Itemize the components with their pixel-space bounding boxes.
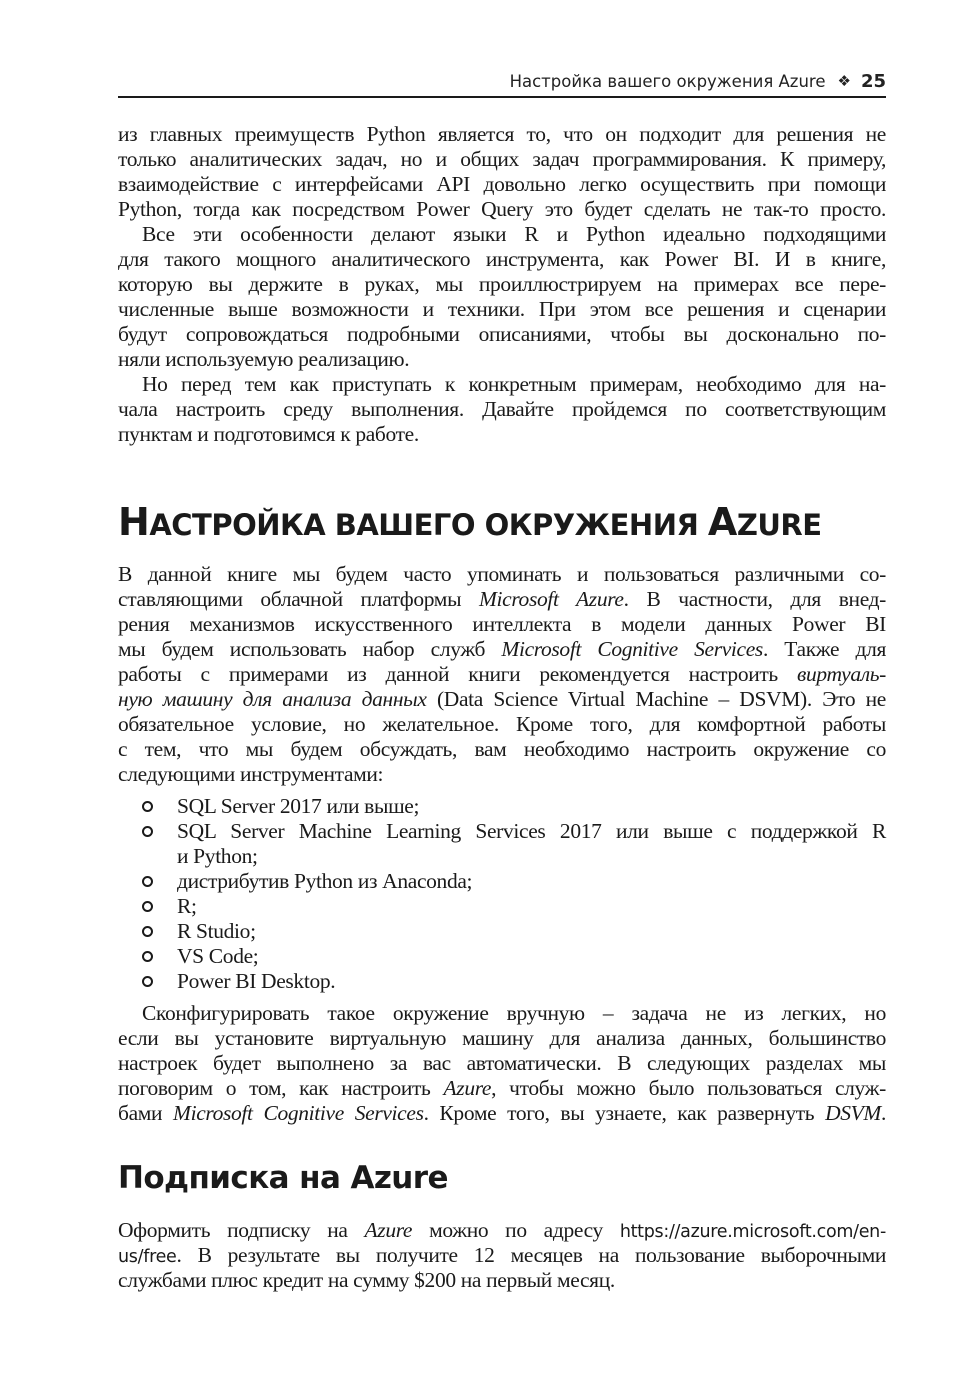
list-item: R Studio; (118, 919, 886, 944)
section-heading-azure-subscription: Подписка на Azure (118, 1160, 448, 1196)
text-line: работы с примерами из данной книги рекомендуется настроить виртуаль- (118, 662, 886, 686)
text-line: us/free. В результате вы получите 12 месяцев на пользование выборочными (118, 1243, 886, 1267)
text-line: няли используемую реализацию. (118, 347, 410, 371)
text-line: с тем, что мы будем обсуждать, вам необходимо настроить окружение со (118, 737, 886, 761)
circle-bullet-icon (142, 926, 153, 937)
text-line: из главных преимуществ Python является то, что он подходит для решения не (118, 122, 886, 146)
section-heading-azure-setup: НАСТРОЙКА ВАШЕГО ОКРУЖЕНИЯ AZURE (118, 500, 822, 544)
circle-bullet-icon (142, 901, 153, 912)
text-line: обязательное условие, но желательное. Кроме того, для комфортной работы (118, 712, 886, 736)
text-line: для такого мощного аналитического инструмента, как Power BI. И в книге, (118, 247, 886, 271)
list-item: дистрибутив Python из Anaconda; (118, 869, 886, 894)
circle-bullet-icon (142, 801, 153, 812)
text-line: бами Microsoft Cognitive Services. Кроме того, вы узнаете, как развернуть DSVM. (118, 1101, 887, 1125)
list-item: R; (118, 894, 886, 919)
page-number: 25 (860, 70, 886, 92)
text-line: настроек будет выполнено за вас автоматически. В следующих разделах мы (118, 1051, 886, 1075)
running-header-title: Настройка вашего окружения Azure (509, 71, 826, 91)
text-line: только аналитических задач, но и общих задач программирования. К примеру, (118, 147, 886, 171)
text-line: чала настроить среду выполнения. Давайте пройдемся по соответствующим (118, 397, 886, 421)
circle-bullet-icon (142, 976, 153, 987)
circle-bullet-icon (142, 876, 153, 887)
text-line: Но перед тем как приступать к конкретным примерам, необходимо для на- (142, 372, 886, 396)
running-header (118, 70, 886, 98)
text-line: численные выше возможности и техники. При этом все решения и сценарии (118, 297, 886, 321)
text-line: мы будем использовать набор служб Microsoft Cognitive Services. Также для (118, 637, 886, 661)
text-line: следующими инструментами: (118, 762, 384, 786)
list-item: VS Code; (118, 944, 886, 969)
list-item: Power BI Desktop. (118, 969, 886, 994)
circle-bullet-icon (142, 826, 153, 837)
text-line: ную машину для анализа данных (Data Science Virtual Machine – DSVM). Это не (118, 687, 886, 711)
list-item-continuation: и Python; (177, 844, 258, 868)
text-line: если вы установите виртуальную машину для анализа данных, большинство (118, 1026, 886, 1050)
text-line: ставляющими облачной платформы Microsoft Azure. В частности, для внед- (118, 587, 886, 611)
text-line: пунктам и подготовимся к работе. (118, 422, 419, 446)
azure-free-url-link[interactable]: https://azure.microsoft.com/en- (619, 1222, 886, 1242)
text-line: рения механизмов искусственного интеллекта в модели данных Power BI (118, 612, 886, 636)
text-line: Оформить подписку на Azure можно по адресу https://azure.microsoft.com/en- (118, 1218, 886, 1242)
text-line: которую вы держите в руках, мы проиллюстрируем на примерах все пере- (118, 272, 886, 296)
text-line: взаимодействие с интерфейсами API довольно легко осуществить при помощи (118, 172, 886, 196)
circle-bullet-icon (142, 951, 153, 962)
list-item: SQL Server 2017 или выше; (118, 794, 886, 819)
list-item: SQL Server Machine Learning Services 2017 или выше с поддержкой R (118, 819, 886, 844)
text-line: поговорим о том, как настроить Azure, чтобы можно было пользоваться служ- (118, 1076, 886, 1100)
text-line: В данной книге мы будем часто упоминать и пользоваться различными со- (118, 562, 886, 586)
diamond-ornament-icon: ❖ (837, 72, 851, 90)
text-line: Все эти особенности делают языки R и Python идеально подходящими (142, 222, 886, 246)
text-line: Сконфигурировать такое окружение вручную – задача не из легких, но (142, 1001, 886, 1025)
text-line: Python, тогда как посредством Power Query это будет сделать не так-то просто. (118, 197, 886, 221)
azure-free-url-link-continued[interactable]: us/free (118, 1247, 177, 1267)
text-line: будут сопровождаться подробными описаниями, чтобы вы досконально по- (118, 322, 886, 346)
text-line: службами плюс кредит на сумму $200 на первый месяц. (118, 1268, 615, 1292)
